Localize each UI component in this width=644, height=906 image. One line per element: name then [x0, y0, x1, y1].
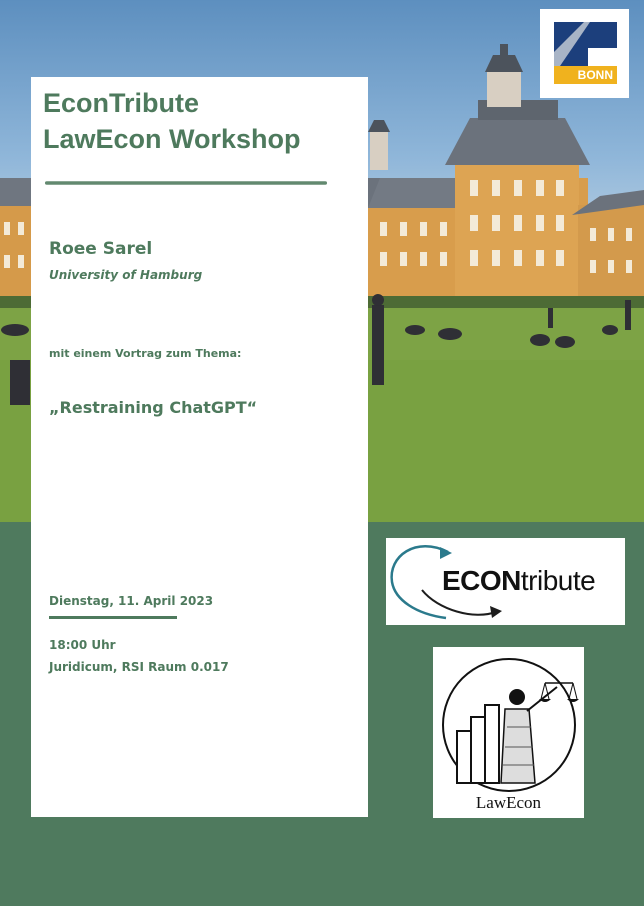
title-divider: [45, 181, 327, 185]
title-line-2: LawEcon Workshop: [43, 124, 301, 154]
uni-bonn-logo: [540, 9, 629, 98]
speaker-name: Roee Sarel: [49, 239, 153, 259]
talk-title: „Restraining ChatGPT“: [49, 398, 258, 417]
talk-intro: mit einem Vortrag zum Thema:: [49, 347, 242, 360]
uni-logo-text: UNI: [591, 47, 613, 61]
bonn-logo-text: BONN: [554, 66, 617, 84]
econ-bold-text: ECON: [442, 565, 521, 596]
lawecon-wordmark: LawEcon: [475, 793, 542, 812]
workshop-title: [43, 85, 363, 157]
lawecon-logo: [433, 647, 584, 818]
econtribute-wordmark: [442, 565, 595, 597]
econtribute-logo: [386, 538, 625, 625]
event-date: Dienstag, 11. April 2023: [49, 594, 214, 608]
speaker-affiliation: University of Hamburg: [49, 268, 203, 282]
info-card: [31, 77, 368, 817]
date-divider: [49, 616, 177, 619]
econ-light-text: tribute: [520, 565, 596, 596]
title-line-1: EconTribute: [43, 88, 200, 118]
event-location: Juridicum, RSI Raum 0.017: [49, 660, 229, 674]
event-time: 18:00 Uhr: [49, 638, 116, 652]
